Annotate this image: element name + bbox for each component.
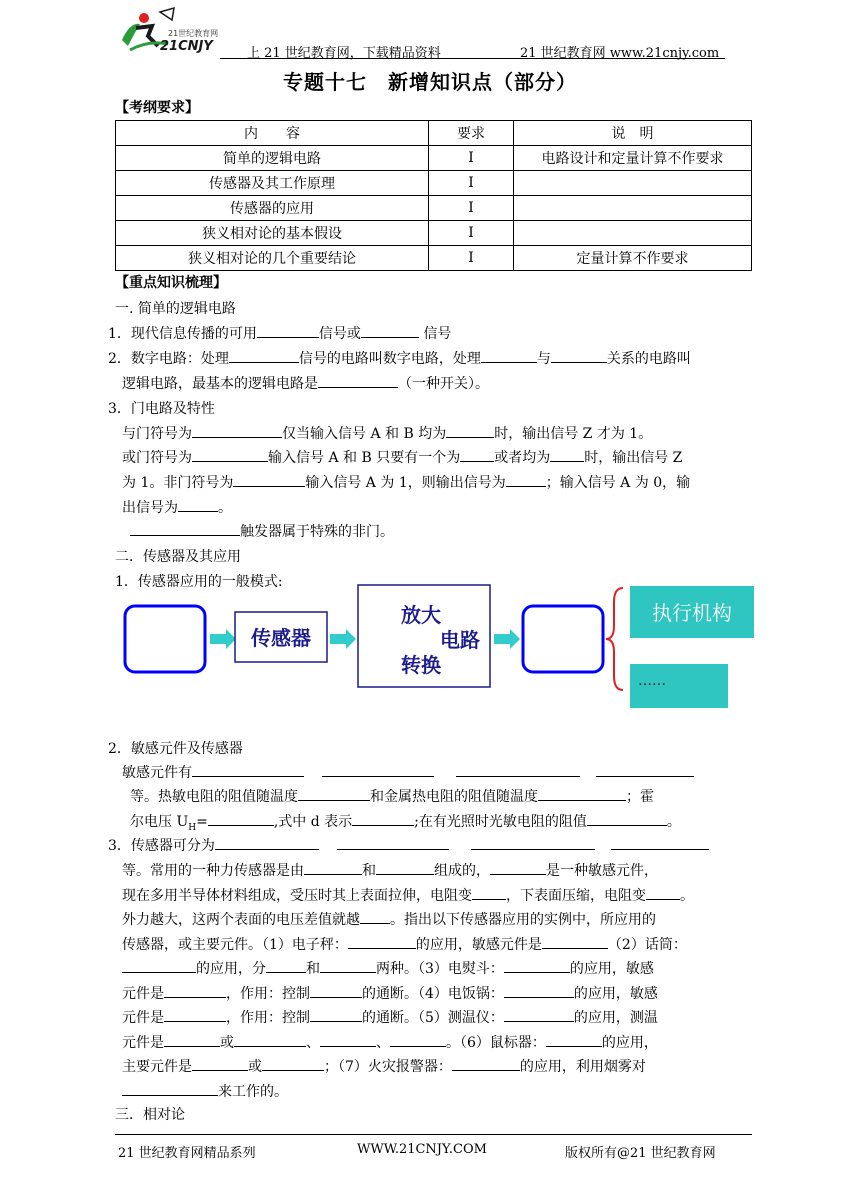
footer-divider bbox=[115, 1134, 752, 1135]
header-divider bbox=[220, 58, 725, 59]
table-row bbox=[116, 246, 752, 271]
part2-line3 bbox=[122, 762, 694, 782]
blank bbox=[551, 348, 607, 363]
blank bbox=[376, 860, 434, 875]
blank bbox=[178, 497, 218, 512]
header-left-text: 上 21 世纪教育网，下载精品资料 bbox=[247, 46, 441, 61]
blank bbox=[257, 323, 319, 338]
text: 的应用，敏感 bbox=[573, 986, 658, 1002]
table-row bbox=[116, 171, 752, 196]
blank bbox=[504, 983, 574, 998]
text: 等。热敏电阻的阻值随温度 bbox=[130, 789, 298, 805]
text: 。 bbox=[666, 814, 681, 830]
blank bbox=[164, 1007, 226, 1022]
text: 时，输出信号 Z bbox=[584, 450, 683, 466]
blank bbox=[452, 1056, 520, 1071]
logo-text-en: 21CNJY bbox=[160, 39, 213, 54]
text: 和金属热电阻的阻值随温度 bbox=[370, 789, 538, 805]
site-logo bbox=[108, 6, 233, 58]
text: 逻辑电路，最基本的逻辑电路是 bbox=[122, 376, 318, 392]
output-box bbox=[523, 606, 603, 672]
blank bbox=[587, 811, 667, 826]
brace bbox=[606, 588, 623, 690]
col-header-note: 说 明 bbox=[514, 121, 752, 146]
blank bbox=[504, 1007, 574, 1022]
table-cell: 狭义相对论的基本假设 bbox=[116, 221, 429, 246]
part2-line7 bbox=[122, 860, 658, 880]
sensor-application-diagram bbox=[118, 582, 758, 712]
part2-line4 bbox=[130, 786, 654, 806]
text: = bbox=[196, 814, 208, 830]
blank bbox=[318, 373, 398, 388]
part2-line11 bbox=[122, 958, 654, 978]
footer-left: 21 世纪教育网精品系列 bbox=[118, 1146, 256, 1161]
text: 或门符号为 bbox=[122, 450, 192, 466]
part2-line14 bbox=[122, 1032, 658, 1052]
table-cell: 定量计算不作要求 bbox=[514, 246, 752, 271]
text: 元件是 bbox=[122, 1035, 164, 1051]
blank bbox=[472, 885, 506, 900]
blank bbox=[130, 521, 240, 536]
text: 。 bbox=[680, 888, 694, 904]
blank bbox=[361, 323, 419, 338]
subscript: H bbox=[188, 822, 197, 833]
text: 1．现代信息传播的可用 bbox=[108, 326, 257, 342]
text: 信号 bbox=[418, 326, 452, 342]
blank bbox=[360, 909, 390, 924]
text: （一种开关）。 bbox=[398, 376, 489, 392]
blank bbox=[337, 835, 449, 850]
table-cell: 简单的逻辑电路 bbox=[116, 146, 429, 171]
text: 与 bbox=[536, 351, 551, 367]
requirements-table bbox=[115, 120, 752, 271]
part1-line1 bbox=[108, 323, 451, 343]
text: 现在多用半导体材料组成，受压时其上表面拉伸，电阻变 bbox=[122, 888, 472, 904]
part2-line10 bbox=[122, 934, 687, 954]
text: 元件是 bbox=[122, 1010, 164, 1026]
text: 时，输出信号 Z 才为 1。 bbox=[494, 426, 653, 442]
table-row bbox=[116, 221, 752, 246]
other-label: …… bbox=[638, 673, 666, 689]
blank bbox=[504, 958, 570, 973]
part1-line5 bbox=[122, 423, 652, 443]
text: 。（6）鼠标器： bbox=[446, 1035, 546, 1051]
footer-right: 版权所有@21 世纪教育网 bbox=[565, 1146, 716, 1161]
text: 信号或 bbox=[318, 326, 361, 342]
text: 的应用， bbox=[601, 1035, 658, 1051]
blank bbox=[164, 1032, 220, 1047]
blank bbox=[310, 983, 362, 998]
text: ，下表面压缩，电阻变 bbox=[506, 888, 646, 904]
text: 传感器，或主要元件。（1）电子秤： bbox=[122, 937, 348, 953]
part1-line6 bbox=[122, 447, 682, 467]
table-cell: 传感器的应用 bbox=[116, 196, 429, 221]
table-cell: 电路设计和定量计算不作要求 bbox=[514, 146, 752, 171]
text: ,式中 d 表示 bbox=[273, 814, 353, 830]
section-key-points: 【重点知识梳理】 bbox=[115, 275, 227, 291]
blank bbox=[550, 447, 584, 462]
col-header-level: 要求 bbox=[429, 121, 514, 146]
blank bbox=[542, 934, 608, 949]
part2-line2: 2．敏感元件及传感器 bbox=[108, 741, 243, 757]
table-cell: Ⅰ bbox=[429, 196, 514, 221]
blank bbox=[164, 983, 226, 998]
text: ；（7）火灾报警器： bbox=[324, 1059, 452, 1075]
text: 等。常用的一种力传感器是由 bbox=[122, 863, 304, 879]
text: 的应用，利用烟雾对 bbox=[519, 1059, 646, 1075]
blank bbox=[460, 447, 494, 462]
logo-text-cn: 21世纪教育网 bbox=[168, 29, 219, 38]
text: 。指出以下传感器应用的实例中，所应用的 bbox=[390, 912, 656, 928]
blank bbox=[646, 885, 680, 900]
text: 的应用，测温 bbox=[573, 1010, 658, 1026]
amp-label-2: 电路 bbox=[440, 628, 480, 652]
blank bbox=[320, 1032, 376, 1047]
part2-line1: 1．传感器应用的一般模式: bbox=[115, 574, 283, 590]
text: ，作用：控制 bbox=[226, 1010, 310, 1026]
part2-line16 bbox=[122, 1081, 288, 1101]
text: （2）话筒： bbox=[607, 937, 687, 953]
table-cell: Ⅰ bbox=[429, 221, 514, 246]
text: 的通断。（5）测温仪： bbox=[362, 1010, 504, 1026]
blank bbox=[192, 762, 304, 777]
header-right-text: 21 世纪教育网 www.21cnjy.com bbox=[520, 46, 720, 61]
text: 或 bbox=[220, 1035, 234, 1051]
footer-url: WWW.21CNJY.COM bbox=[357, 1142, 487, 1157]
text: 的应用，敏感 bbox=[569, 961, 654, 977]
text: 2．数字电路：处理 bbox=[108, 351, 229, 367]
text: 尔电压 U bbox=[130, 814, 189, 830]
table-cell: 狭义相对论的几个重要结论 bbox=[116, 246, 429, 271]
blank bbox=[390, 1032, 446, 1047]
text: 。 bbox=[218, 500, 232, 516]
table-cell: Ⅰ bbox=[429, 146, 514, 171]
part1-heading: 一. 简单的逻辑电路 bbox=[115, 301, 236, 317]
text: 主要元件是 bbox=[122, 1059, 192, 1075]
part2-line12 bbox=[122, 983, 658, 1003]
part2-line13 bbox=[122, 1007, 658, 1027]
text: 两种。（3）电熨斗： bbox=[376, 961, 504, 977]
table-header-row bbox=[116, 121, 752, 146]
blank bbox=[456, 762, 580, 777]
text: ；霍 bbox=[626, 789, 654, 805]
blank bbox=[310, 1007, 362, 1022]
text: 3．传感器可分为 bbox=[108, 838, 215, 854]
table-cell bbox=[514, 171, 752, 196]
blank bbox=[122, 958, 196, 973]
table-cell bbox=[514, 221, 752, 246]
table-cell: 传感器及其工作原理 bbox=[116, 171, 429, 196]
arrow-1 bbox=[210, 629, 236, 649]
part1-line9 bbox=[130, 521, 394, 541]
part2-line15 bbox=[122, 1056, 646, 1076]
part3-heading: 三．相对论 bbox=[115, 1107, 185, 1123]
text: 触发器属于特殊的非门。 bbox=[240, 524, 394, 540]
actuator-label: 执行机构 bbox=[652, 601, 732, 625]
sensor-label: 传感器 bbox=[251, 626, 311, 650]
section-syllabus: 【考纲要求】 bbox=[115, 100, 199, 116]
part1-line8 bbox=[122, 497, 232, 517]
part1-line4: 3．门电路及特性 bbox=[108, 401, 215, 417]
blank bbox=[490, 860, 546, 875]
text: 组成的， bbox=[434, 863, 490, 879]
blank bbox=[192, 423, 282, 438]
text: ;在有光照时光敏电阻的阻值 bbox=[414, 814, 587, 830]
part2-line6 bbox=[108, 835, 709, 855]
text: 或 bbox=[248, 1059, 262, 1075]
table-cell: Ⅰ bbox=[429, 246, 514, 271]
text: 和 bbox=[306, 961, 320, 977]
text: 为 1。非门符号为 bbox=[122, 475, 234, 491]
blank bbox=[266, 958, 306, 973]
part2-line9 bbox=[122, 909, 656, 929]
text: ；输入信号 A 为 0，输 bbox=[545, 475, 691, 491]
table-row bbox=[116, 196, 752, 221]
amp-label-3: 转换 bbox=[401, 653, 441, 677]
text: ，作用：控制 bbox=[226, 986, 310, 1002]
blank bbox=[229, 348, 299, 363]
text: 是一种敏感元件， bbox=[546, 863, 658, 879]
blank bbox=[596, 762, 694, 777]
text: 关系的电路叫 bbox=[606, 351, 691, 367]
text: 的应用，敏感元件是 bbox=[415, 937, 542, 953]
input-box bbox=[125, 606, 205, 672]
blank bbox=[446, 423, 494, 438]
text: 元件是 bbox=[122, 986, 164, 1002]
page-title: 专题十七 新增知识点（部分） bbox=[283, 70, 577, 94]
part1-line7 bbox=[122, 472, 690, 492]
text: 来工作的。 bbox=[218, 1084, 288, 1100]
blank bbox=[322, 762, 434, 777]
blank bbox=[348, 934, 416, 949]
text: 仅当输入信号 A 和 B 均为 bbox=[282, 426, 447, 442]
blank bbox=[352, 811, 414, 826]
blank bbox=[538, 786, 626, 801]
text: 输入信号 A 为 1，则输出信号为 bbox=[305, 475, 506, 491]
text: 输入信号 A 和 B 只要有一个为 bbox=[268, 450, 461, 466]
part2-line5 bbox=[130, 811, 681, 833]
arrow-3 bbox=[494, 629, 520, 649]
col-header-content: 内 容 bbox=[116, 121, 429, 146]
part2-line8 bbox=[122, 885, 694, 905]
text: 、 bbox=[376, 1035, 390, 1051]
blank bbox=[546, 1032, 602, 1047]
blank bbox=[262, 1056, 324, 1071]
text: 的通断。（4）电饭锅： bbox=[362, 986, 504, 1002]
text: 与门符号为 bbox=[122, 426, 192, 442]
blank bbox=[215, 835, 319, 850]
blank bbox=[611, 835, 709, 850]
part1-line3 bbox=[122, 373, 489, 393]
text: 或者均为 bbox=[494, 450, 551, 466]
text: 和 bbox=[362, 863, 376, 879]
blank bbox=[320, 958, 376, 973]
text: 、 bbox=[306, 1035, 320, 1051]
blank bbox=[192, 1056, 248, 1071]
text: 的应用，分 bbox=[196, 961, 266, 977]
blank bbox=[304, 860, 362, 875]
text: 外力越大，这两个表面的电压差值就越 bbox=[122, 912, 360, 928]
text: 信号的电路叫数字电路，处理 bbox=[298, 351, 481, 367]
blank bbox=[208, 811, 274, 826]
part2-heading: 二．传感器及其应用 bbox=[115, 549, 241, 565]
arrow-2 bbox=[330, 629, 356, 649]
table-cell: Ⅰ bbox=[429, 171, 514, 196]
blank bbox=[234, 1032, 306, 1047]
blank bbox=[233, 472, 305, 487]
blank bbox=[122, 1081, 218, 1096]
table-cell bbox=[514, 196, 752, 221]
blank bbox=[481, 348, 537, 363]
blank bbox=[506, 472, 546, 487]
table-row bbox=[116, 146, 752, 171]
blank bbox=[298, 786, 370, 801]
text: 敏感元件有 bbox=[122, 765, 192, 781]
text: 出信号为 bbox=[122, 500, 178, 516]
part1-line2 bbox=[108, 348, 691, 368]
blank bbox=[192, 447, 268, 462]
blank bbox=[471, 835, 595, 850]
amp-label-1: 放大 bbox=[401, 603, 441, 627]
